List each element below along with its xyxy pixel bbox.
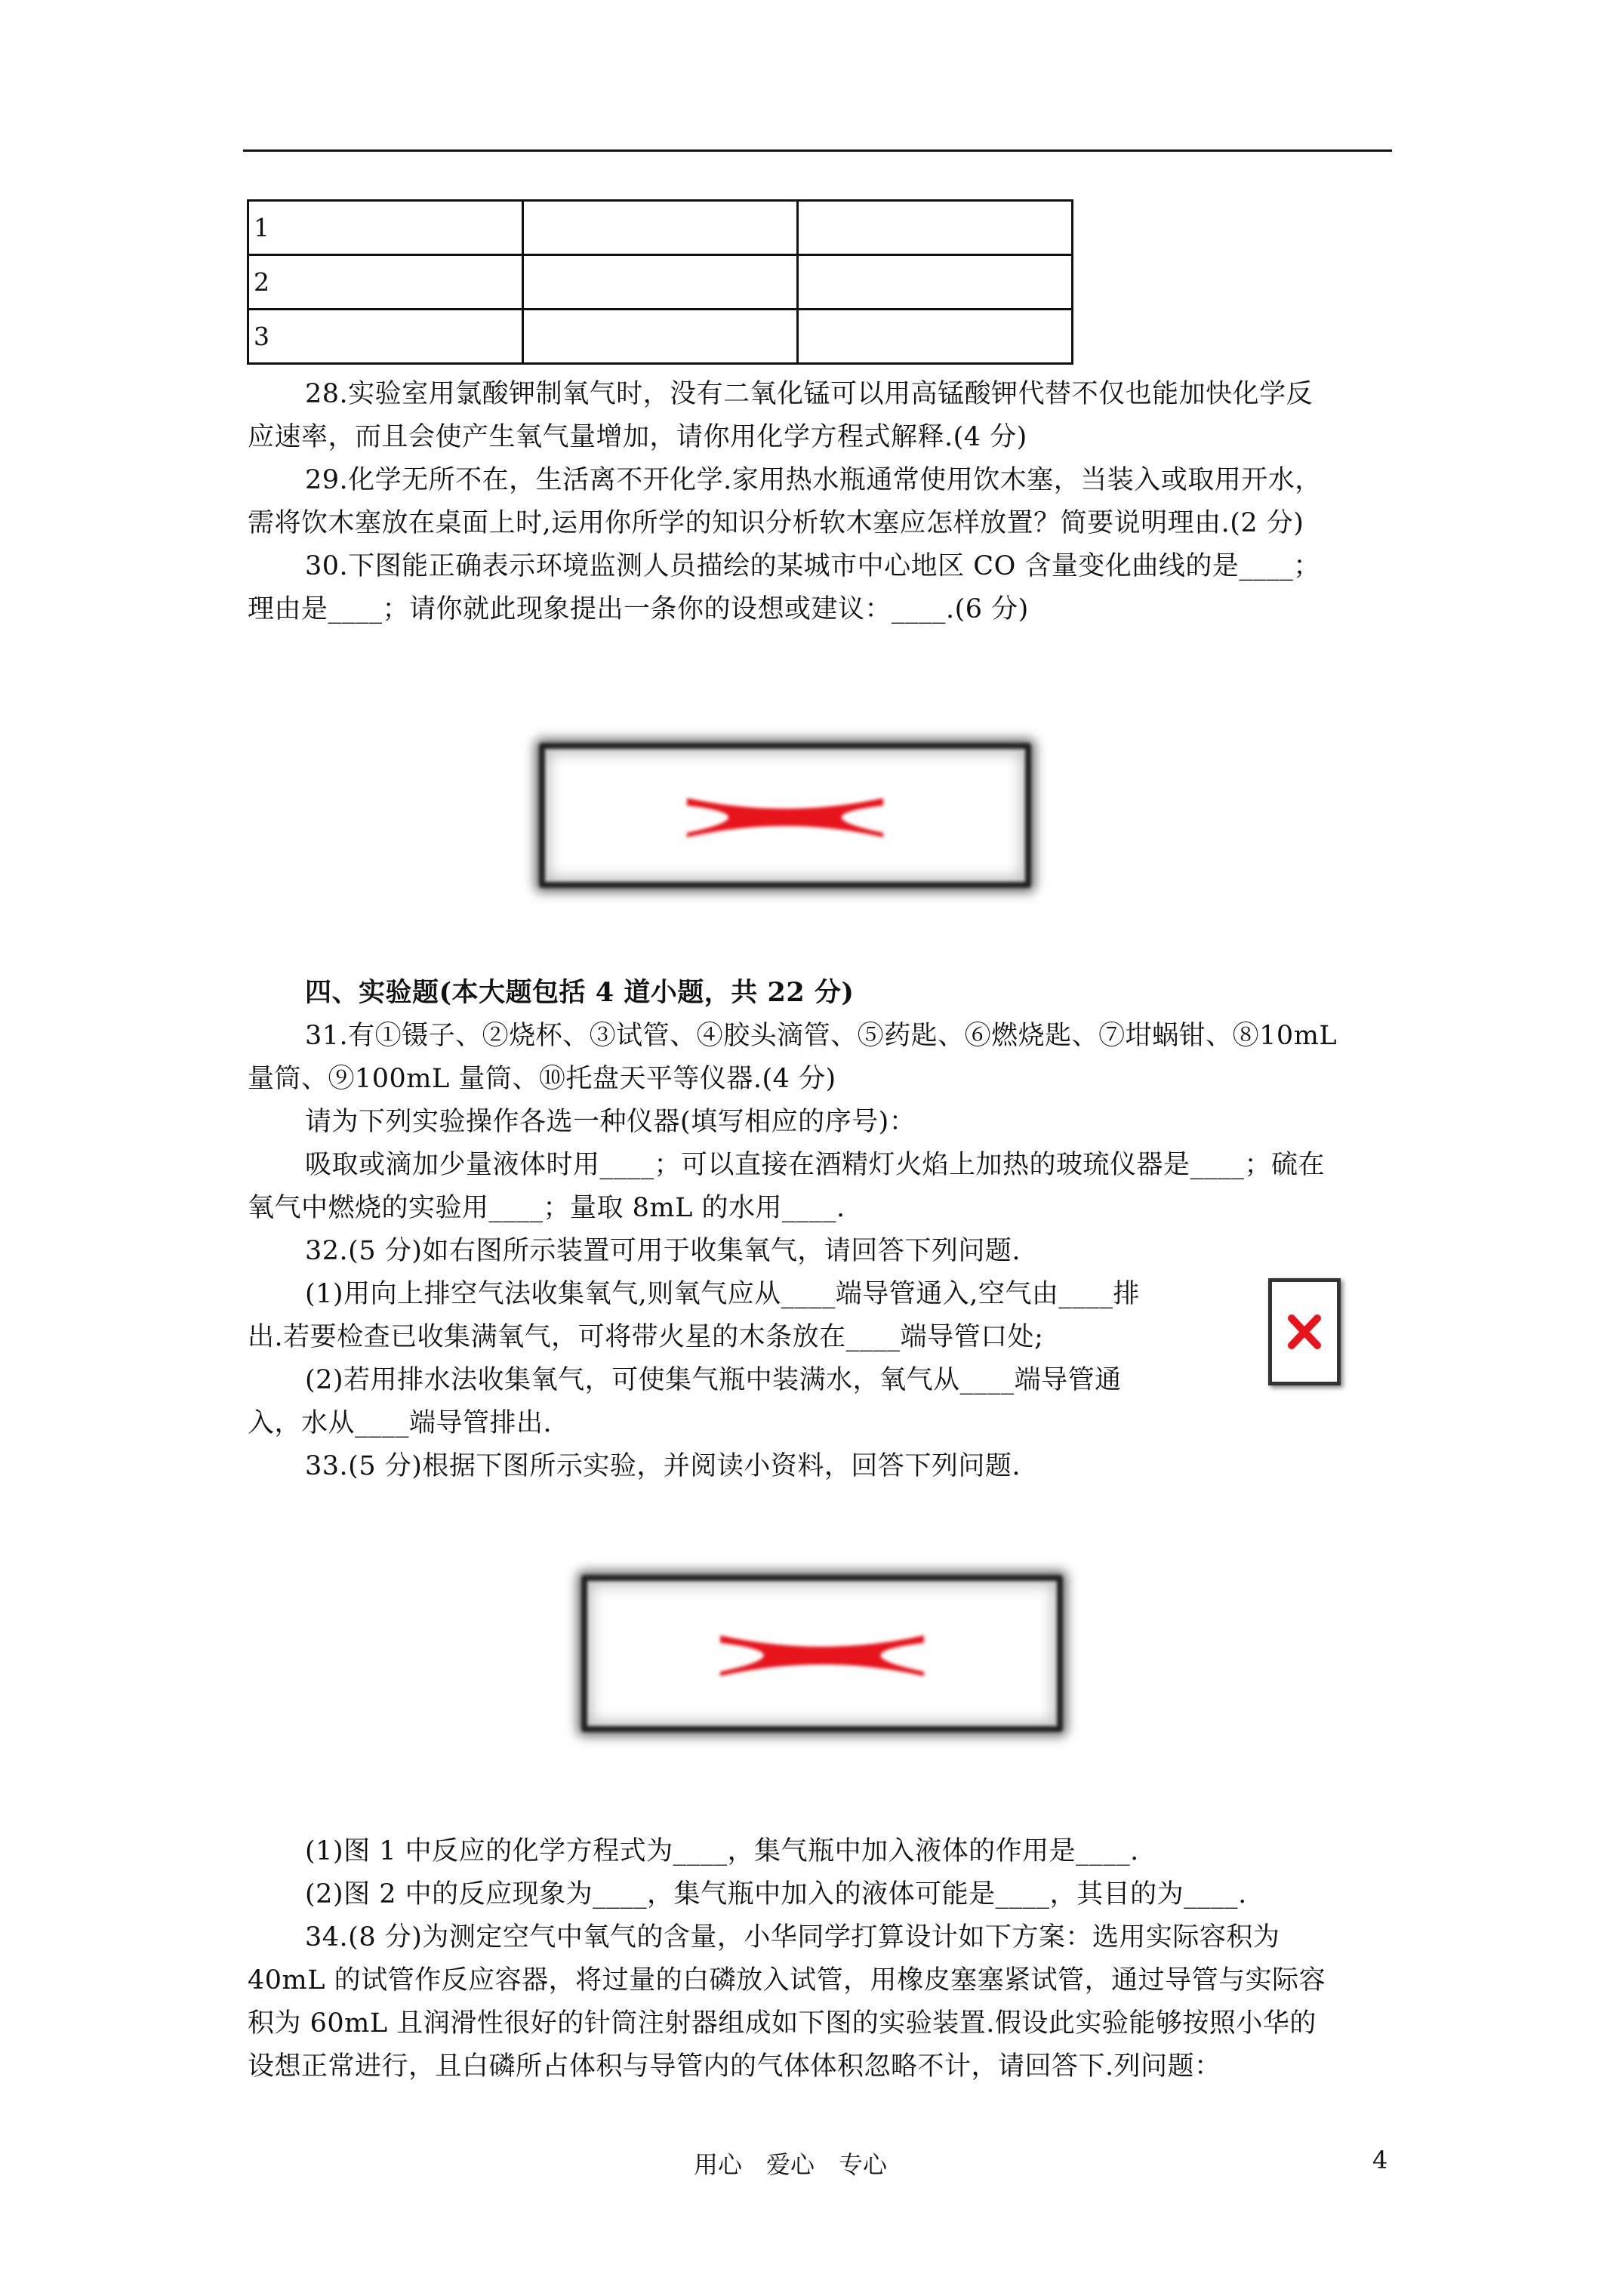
q29-line-2: 需将饮木塞放在桌面上时,运用你所学的知识分析软木塞应怎样放置？简要说明理由.(2 分) bbox=[248, 508, 1304, 538]
q34-line-1: 34.(8 分)为测定空气中氧气的含量，小华同学打算设计如下方案：选用实际容积为 bbox=[305, 1922, 1280, 1952]
q29-line-1: 29.化学无所不在，生活离不开化学.家用热水瓶通常使用饮木塞，当装入或取用开水， bbox=[305, 465, 1322, 495]
q28-line-2: 应速率，而且会使产生氧气量增加，请你用化学方程式解释.(4 分) bbox=[248, 422, 1027, 452]
q30-line-2: 理由是____；请你就此现象提出一条你的设想或建议：____.(6 分) bbox=[248, 594, 1029, 624]
q32-line-3: 出.若要检查已收集满氧气，可将带火星的木条放在____端导管口处; bbox=[248, 1322, 1044, 1352]
table-cell: 3 bbox=[248, 310, 523, 364]
footer-motto: 用心 爱心 专心 bbox=[694, 2150, 888, 2179]
q31-line-2: 量筒、⑨100mL 量筒、⑩托盘天平等仪器.(4 分) bbox=[248, 1064, 836, 1094]
broken-image-x-icon bbox=[687, 789, 883, 842]
table-cell bbox=[523, 201, 798, 255]
q32-line-5: 入，水从____端导管排出. bbox=[248, 1408, 553, 1438]
header-rule bbox=[243, 149, 1392, 152]
table-cell bbox=[798, 310, 1073, 364]
q34-line-4: 设想正常进行，且白磷所占体积与导管内的气体体积忽略不计，请回答下.列问题： bbox=[248, 2051, 1221, 2082]
table-cell bbox=[523, 310, 798, 364]
broken-image-x-icon bbox=[1272, 1282, 1337, 1382]
table-row bbox=[248, 201, 1073, 255]
q34-line-2: 40mL 的试管作反应容器，将过量的白磷放入试管，用橡皮塞塞紧试管，通过导管与实际容 bbox=[248, 1965, 1326, 1996]
table-row bbox=[248, 310, 1073, 364]
q31-line-1: 31.有①镊子、②烧杯、③试管、④胶头滴管、⑤药匙、⑥燃烧匙、⑦坩蜗钳、⑧10mL bbox=[305, 1021, 1338, 1051]
q31-line-5: 氧气中燃烧的实验用____；量取 8mL 的水用____. bbox=[248, 1193, 845, 1223]
broken-image-x-icon bbox=[720, 1626, 924, 1681]
q32-line-1: 32.(5 分)如右图所示装置可用于收集氧气，请回答下列问题. bbox=[305, 1236, 1021, 1266]
table-cell bbox=[798, 201, 1073, 255]
q28-line-1: 28.实验室用氯酸钾制氧气时，没有二氧化锰可以用高锰酸钾代替不仅也能加快化学反 bbox=[305, 379, 1313, 409]
q31-line-4: 吸取或滴加少量液体时用____；可以直接在酒精灯火焰上加热的玻琉仪器是____；硫在 bbox=[305, 1150, 1326, 1180]
q33-line-1: 33.(5 分)根据下图所示实验，并阅读小资料，回答下列问题. bbox=[305, 1451, 1021, 1481]
table-cell: 1 bbox=[248, 201, 523, 255]
section-4-title: 四、实验题(本大题包括 4 道小题，共 22 分) bbox=[305, 977, 855, 1008]
table-cell bbox=[798, 255, 1073, 310]
q31-line-3: 请为下列实验操作各选一种仪器(填写相应的序号)： bbox=[305, 1107, 916, 1137]
q30-line-1: 30.下图能正确表示环境监测人员描绘的某城市中心地区 CO 含量变化曲线的是____； bbox=[305, 551, 1320, 581]
broken-image-3 bbox=[581, 1575, 1063, 1732]
broken-image-1 bbox=[539, 743, 1031, 888]
q32-line-4: (2)若用排水法收集氧气，可使集气瓶中装满水，氧气从____端导管通 bbox=[305, 1365, 1122, 1395]
table-cell: 2 bbox=[248, 255, 523, 310]
q34-line-3: 积为 60mL 且润滑性很好的针筒注射器组成如下图的实验装置.假设此实验能够按照小华的 bbox=[248, 2008, 1317, 2039]
page-number: 4 bbox=[1372, 2146, 1388, 2174]
table-cell bbox=[523, 255, 798, 310]
q32-line-2: (1)用向上排空气法收集氧气,则氧气应从____端导管通入,空气由____排 bbox=[305, 1279, 1140, 1309]
answer-table bbox=[247, 199, 1073, 365]
broken-image-2 bbox=[1268, 1278, 1341, 1385]
q33-line-3: (2)图 2 中的反应现象为____，集气瓶中加入的液体可能是____，其目的为____. bbox=[305, 1879, 1247, 1909]
table-row bbox=[248, 255, 1073, 310]
q33-line-2: (1)图 1 中反应的化学方程式为____，集气瓶中加入液体的作用是____. bbox=[305, 1836, 1139, 1866]
